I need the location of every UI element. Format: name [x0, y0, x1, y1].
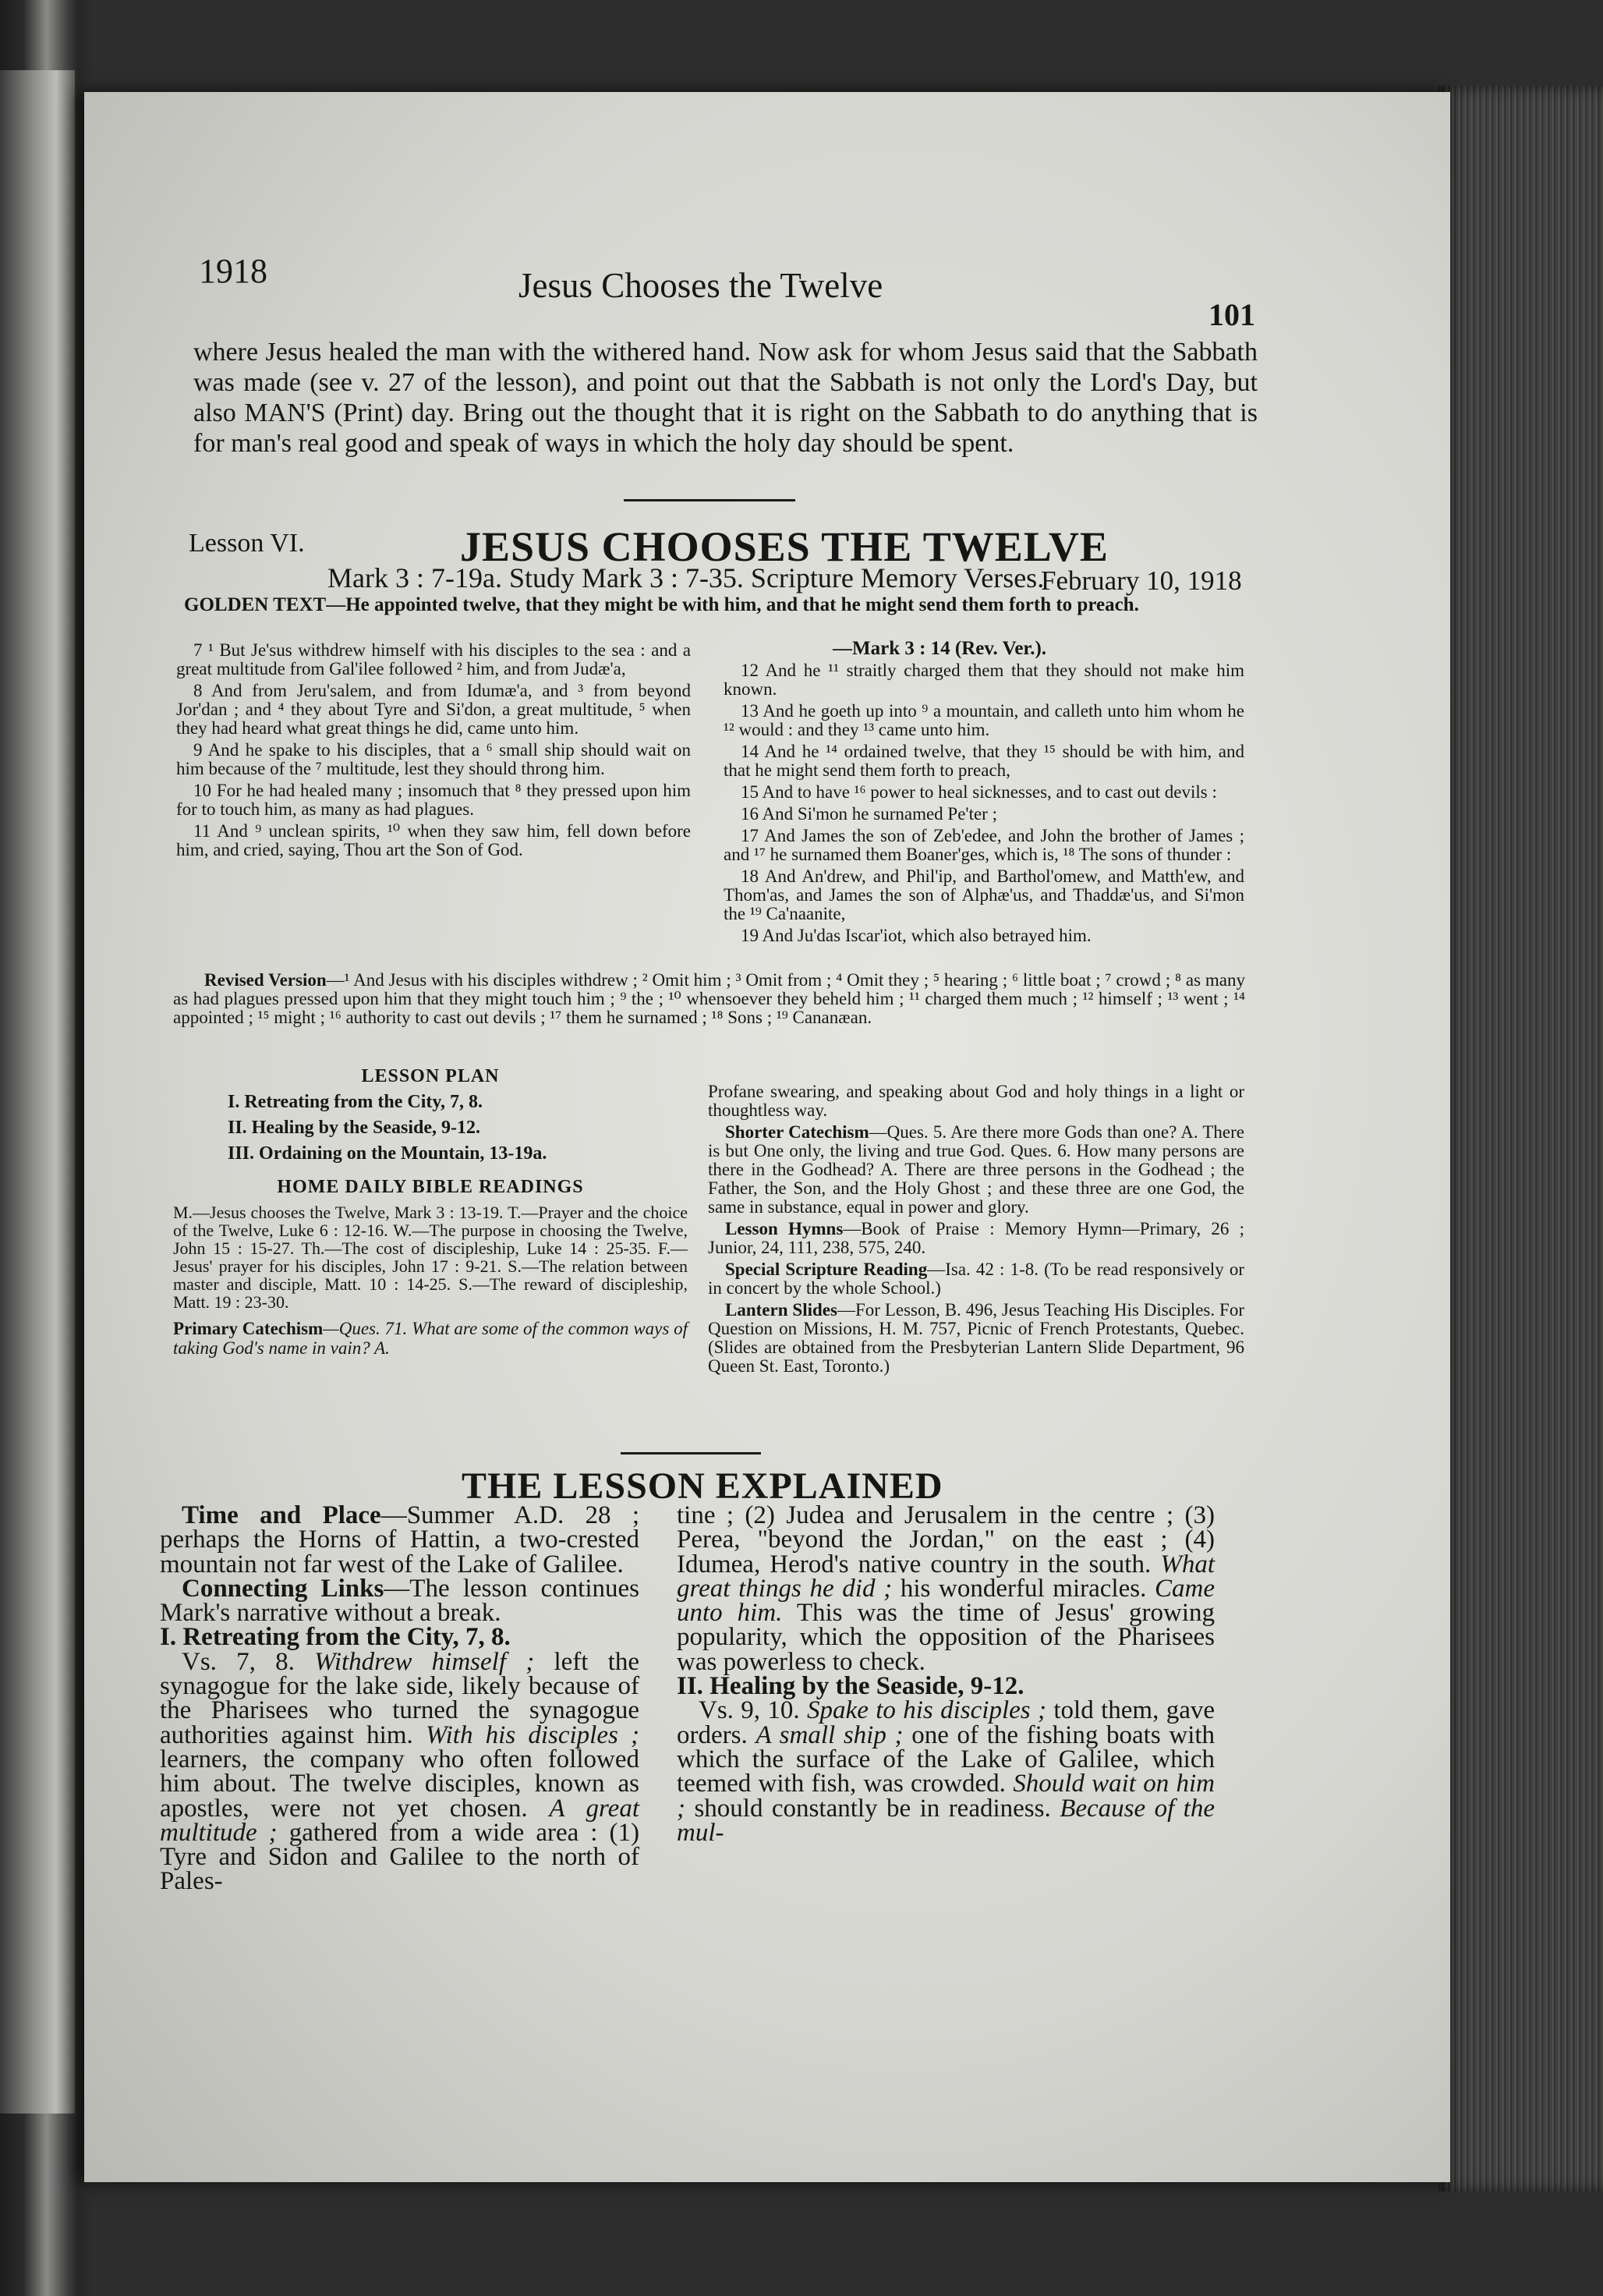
lesson-hymns-text: —Book of Praise : Memory Hymn—Primary, 26 ; Junior, 24, 111, 238, 575, 240.	[708, 1219, 1244, 1257]
verse: 14 And he ¹⁴ ordained twelve, that they ¹⁵ should be with him, and that he might send them forth to preach,	[724, 742, 1244, 780]
explanation-right-column	[677, 1501, 1216, 1847]
lesson-date: February 10, 1918	[1041, 565, 1242, 596]
revised-version	[173, 971, 1245, 1027]
term: Withdrew himself ;	[314, 1647, 535, 1676]
previous-page-edge	[0, 70, 75, 2114]
verses-right-column	[724, 661, 1244, 948]
revised-version-text: —¹ And Jesus with his disciples withdrew ; ² Omit him ; ³ Omit from ; ⁴ Omit they ; ⁵ hearing ; ⁶ little boat ; ⁷ crowd ; ⁸ as many as had plagues pressed upon him that they might touch him ; ⁹ the ; ¹⁰ whensoever they beheld him ; ¹¹ charged them much ; ¹² himself ; ¹³ went ; ¹⁴ appointed ; ¹⁵ might ; ¹⁶ authority to cast out devils ; ¹⁷ them he surnamed ; ¹⁸ Sons ; ¹⁹ Cananæan.	[173, 970, 1245, 1027]
gloss-part: gathered from a wide area : (1) Tyre and Sidon and Galilee to the north of Pales-	[160, 1818, 639, 1896]
term: Spake to his disciples ;	[807, 1696, 1046, 1725]
lesson-plan-heading: LESSON PLAN	[361, 1066, 500, 1086]
primary-catechism	[173, 1319, 688, 1358]
revised-version-label: Revised Version	[204, 970, 327, 990]
verse: 8 And from Jeru'salem, and from Idumæ'a, and ³ from beyond Jor'dan ; and ⁴ they about Tyre and Si'don, a great multitude, ⁵ when they had heard what great things he did, came unto him.	[176, 681, 691, 738]
lesson-explained-title: THE LESSON EXPLAINED	[462, 1465, 943, 1507]
lesson-plan-item: III. Ordaining on the Mountain, 13-19a.	[228, 1143, 547, 1164]
verse: 18 And An'drew, and Phil'ip, and Barthol'omew, and Matth'ew, and Thom'as, and James the son of Alphæ'us, and Thaddæ'us, and Si'mon the ¹⁹ Ca'naanite,	[724, 866, 1244, 923]
verse: 12 And he ¹¹ straitly charged them that they should not make him known.	[724, 661, 1244, 699]
term: Because of the mul-	[677, 1794, 1215, 1847]
term: What great things he did ;	[677, 1550, 1216, 1603]
term: With his disciples ;	[425, 1720, 640, 1749]
connecting-links	[160, 1574, 640, 1628]
shorter-catechism-label: Shorter Catechism	[725, 1122, 869, 1142]
verse: 16 And Si'mon he surnamed Pe'ter ;	[741, 804, 997, 824]
lesson-references: Mark 3 : 7-19a. Study Mark 3 : 7-35. Scripture Memory Verses.	[327, 562, 1045, 593]
special-scripture-reading	[708, 1260, 1244, 1298]
shorter-catechism	[708, 1123, 1244, 1217]
catechism-continuation: Profane swearing, and speaking about God and holy things in a light or thoughtless way.	[708, 1082, 1244, 1120]
section-paragraph-continued	[677, 1501, 1216, 1676]
gloss: one of the fishing boats with which the surface of the Lake of Galilee, which teemed with fish, was crowded.	[677, 1720, 1216, 1798]
time-and-place-text: —Summer A.D. 28 ; perhaps the Horns of Hattin, a two-crested mountain not far west of the Lake of Galilee.	[160, 1501, 640, 1578]
golden-text: GOLDEN TEXT—He appointed twelve, that they might be with him, and that he might send them forth to preach.	[184, 594, 1139, 615]
section-paragraph	[677, 1696, 1216, 1847]
verse: 13 And he goeth up into ⁹ a mountain, and calleth unto him whom he ¹² would : and they ¹³ came unto him.	[724, 701, 1244, 739]
special-scripture-reading-text: —Isa. 42 : 1-8. (To be read responsively or in concert by the whole School.)	[708, 1260, 1244, 1298]
gloss: This was the time of Jesus' growing popularity, which the opposition of the Pharisees was powerless to check.	[677, 1599, 1215, 1676]
lantern-slides-label: Lantern Slides	[725, 1300, 837, 1320]
verse: 7 ¹ But Je'sus withdrew himself with his disciples to the sea : and a great multitude from Gal'ilee followed ² him, and from Judæ'a,	[176, 640, 691, 679]
connecting-links-label: Connecting Links	[182, 1574, 384, 1603]
lantern-slides-text: —For Lesson, B. 496, Jesus Teaching His Disciples. For Question on Missions, H. M. 757, Picnic of French Protestants, Quebec. (Slides are obtained from the Presbyterian Lantern Slide Department, 96 Queen St. East, Toronto.)	[708, 1300, 1244, 1376]
gloss: told them, gave orders.	[677, 1696, 1215, 1749]
term: A small ship ;	[755, 1720, 904, 1749]
readings-heading: HOME DAILY BIBLE READINGS	[277, 1177, 584, 1197]
gloss: left the synagogue for the lake side, likely because of the Pharisees who turned the synagogue authorities against him.	[160, 1647, 640, 1749]
time-and-place-label: Time and Place	[182, 1501, 381, 1529]
verse: 10 For he had healed many ; insomuch that ⁸ they pressed upon him for to touch him, as many as had plagues.	[176, 781, 691, 819]
lesson-title: JESUS CHOOSES THE TWELVE	[460, 523, 1109, 570]
section-paragraph	[160, 1647, 640, 1896]
gloss: learners, the company who often followed him about. The twelve disciples, known as apostles, were not yet chosen.	[160, 1745, 639, 1823]
lantern-slides	[708, 1301, 1244, 1376]
special-scripture-reading-label: Special Scripture Reading	[725, 1260, 928, 1279]
verse: 19 And Ju'das Iscar'iot, which also betrayed him.	[741, 926, 1092, 945]
term: Should wait on him ;	[677, 1770, 1215, 1823]
verse: 9 And he spake to his disciples, that a ⁶ small ship should wait on him because of the ⁷ multitude, lest they should throng him.	[176, 740, 691, 778]
page-number: 101	[1208, 297, 1255, 332]
lesson-hymns-label: Lesson Hymns	[725, 1219, 844, 1238]
shorter-catechism-text: —Ques. 5. Are there more Gods than one? A. There is but One only, the living and true God. Ques. 6. How many persons are there in the Godhead? A. There are three persons in the Godhead ; the Father, the Son, and the Holy Ghost ; and these three are one God, the same in substance, equal in power and glory.	[708, 1122, 1244, 1217]
term: Came unto him.	[677, 1574, 1216, 1628]
time-and-place	[160, 1501, 640, 1578]
book-page-edges	[1438, 86, 1603, 2191]
verses-left-column	[176, 641, 691, 863]
verse-ref: Vs. 9, 10.	[699, 1696, 800, 1725]
primary-catechism-label: Primary Catechism	[173, 1319, 324, 1338]
gloss: should constantly be in readiness.	[694, 1794, 1051, 1823]
gloss-part: tine ; (2) Judea and Jerusalem in the centre ; (3) Perea, "beyond the Jordan," on the east ; (4) Idumea, Herod's native country in the south.	[677, 1501, 1215, 1578]
section-heading: I. Retreating from the City, 7, 8.	[160, 1623, 511, 1652]
divider-rule	[624, 499, 795, 501]
lesson-plan-column	[173, 1067, 688, 1361]
term: A great multitude ;	[160, 1794, 639, 1847]
golden-text-citation: —Mark 3 : 14 (Rev. Ver.).	[833, 638, 1047, 659]
section-heading: II. Healing by the Seaside, 9-12.	[677, 1672, 1024, 1701]
verse: 15 And to have ¹⁶ power to heal sicknesses, and to cast out devils :	[741, 782, 1217, 802]
divider-rule	[621, 1452, 761, 1454]
intro-paragraph: where Jesus healed the man with the withered hand. Now ask for whom Jesus said that the Sabbath was made (see v. 27 of the lesson), and point out that the Sabbath is not only the Lord's Day, but also MAN'S (Print) day. Bring out the thought that it is right on the Sabbath to do anything that is for man's real good and speak of ways in which the holy day should be spent.	[193, 338, 1258, 458]
lesson-plan-item: I. Retreating from the City, 7, 8.	[228, 1092, 483, 1112]
header-year: 1918	[199, 252, 267, 290]
explanation-left-column	[160, 1501, 640, 1896]
gloss: his wonderful miracles.	[900, 1574, 1147, 1603]
lesson-plan-item: II. Healing by the Seaside, 9-12.	[228, 1118, 481, 1138]
readings-text: M.—Jesus chooses the Twelve, Mark 3 : 13-19. T.—Prayer and the choice of the Twelve, Luke 6 : 12-16. W.—The purpose in choosing the Twelve, John 15 : 15-27. Th.—The cost of discipleship, Luke 14 : 25-35. F.—Jesus' prayer for his disciples, John 17 : 9-21. S.—The relation between master and disciple, Matt. 10 : 14-25. S.—The reward of discipleship, Matt. 19 : 23-30.	[173, 1203, 688, 1312]
header-title: Jesus Chooses the Twelve	[518, 266, 883, 305]
lesson-number: Lesson VI.	[189, 529, 305, 558]
verse: 17 And James the son of Zeb'edee, and John the brother of James ; and ¹⁷ he surnamed them Boaner'ges, which is, ¹⁸ The sons of thunder :	[724, 826, 1244, 864]
verse: 11 And ⁹ unclean spirits, ¹⁰ when they saw him, fell down before him, and cried, saying, Thou art the Son of God.	[176, 821, 691, 859]
primary-catechism-text: —Ques. 71. What are some of the common ways of taking God's name in vain? A.	[173, 1319, 688, 1358]
connecting-links-text: —The lesson continues Mark's narrative without a break.	[160, 1574, 640, 1628]
verse-ref: Vs. 7, 8.	[182, 1647, 295, 1676]
catechism-column	[708, 1082, 1244, 1379]
lesson-hymns	[708, 1220, 1244, 1257]
